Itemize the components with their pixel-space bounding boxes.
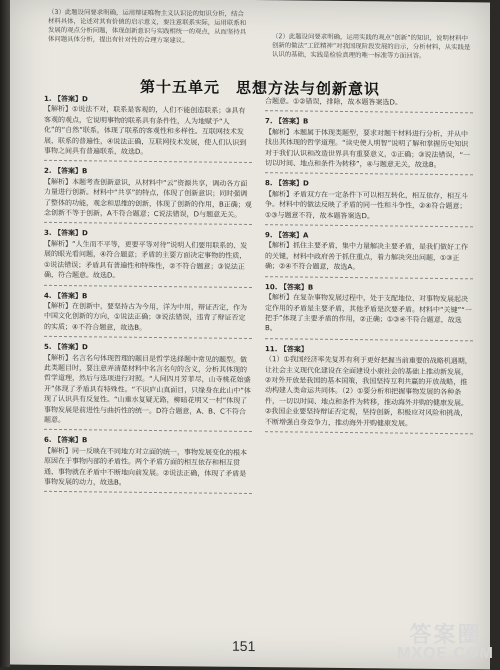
analysis-text: 【解析】①说法不对，联系是客观的，人们不能创造联系；③具有客观的观点，它说明事物的联系具有条件性，人为地赋予“人化”的“自然”联系，体现了联系的客观性和多样性。互联网技术发展，联系的普遍性，④说法正确，互联网技术发展，使人们认识到事物之间具有普遍联系，故选D。 (44, 104, 252, 158)
answer-item (265, 179, 473, 228)
analysis-text: 【解析】名言名句体现哲理的题目是哲学选择题中常见的题型。做此类题目时，要注意弄清楚材料中名言名句的含义，分析其体现的哲学道理，然后与选项进行对照。“人间四月芳菲尽，山寺桃花始盛开”体现了矛盾具有特殊性。“不识庐山真面目，只缘身在此山中”体现了认识具有反复性。“山重水复疑无路，柳暗花明又一村”体现了事物发展是前进性与曲折性的统一。D符合题意，A、B、C不符合题意。 (44, 352, 252, 427)
left-column (44, 94, 252, 500)
dashed-divider (265, 431, 473, 434)
dashed-divider (44, 336, 252, 339)
answer-item (44, 166, 252, 225)
analysis-text: 【解析】本题属于体现类题型，要求对题干材料进行分析，并从中找出其体现的哲学道理。“读史使人明智”说明了解和掌握历史知识对于我们认识和改造世界具有重要意义，①正确；③说法错误，“一切以时间、地点和条件为转移”，④与题意无关，故选B。 (265, 127, 473, 171)
answer-label: 5. 【答案】D (44, 342, 252, 355)
dashed-divider (265, 173, 473, 176)
answer-item (44, 228, 252, 287)
answer-item (44, 435, 252, 494)
answer-label: 6. 【答案】B (44, 435, 252, 448)
analysis-text: 【解析】在创新中，要坚持古为今用，洋为中用，辩证否定，作为中国文化创新的方向，①说法正确；③说法错误，违背了辩证否定的实质；④不符合题意，故选B。 (44, 301, 252, 334)
dashed-divider (265, 276, 473, 279)
book-spine (0, 0, 10, 667)
analysis-text: 合题意。①②错误，排除，故本题答案选D。 (265, 96, 473, 109)
watermark-logo (397, 618, 494, 663)
answer-label: 1. 【答案】D (44, 94, 252, 107)
answer-label: 4. 【答案】B (44, 290, 252, 303)
top-right-paragraph: （2）此题设问要求明确，运用实践的观点“创新”的知识，说明材料中创新的做法“工匠精神”对我国现阶段发展的启示，分析材料，从实践是认识的基础，实践是检验真理的唯一标准等方面回答。 (272, 32, 472, 61)
dashed-divider (44, 284, 252, 287)
answer-item (265, 230, 473, 279)
watermark-url: MXQE.COM (397, 645, 494, 663)
dashed-divider (44, 222, 252, 225)
answer-label: 2. 【答案】B (44, 166, 252, 179)
answer-item (44, 290, 252, 339)
answer-item (44, 94, 252, 164)
analysis-text: 【解析】同一反映在不同地方对立面的统一，事物发展变化的根本原因在于事物内部的矛盾性。两个矛盾方面的相互依存和相互贯通，事物就在矛盾中不断地向前发展。②说法正确，体现了矛盾是事物发展的动力，故选B。 (44, 446, 252, 490)
answer-label: 7. 【答案】B (265, 117, 473, 130)
answer-label: 11. 【答案】 (265, 344, 473, 357)
dashed-divider (265, 111, 473, 114)
dashed-divider (44, 429, 252, 432)
answer-item (265, 344, 473, 434)
dashed-divider (265, 338, 473, 341)
dashed-divider (44, 160, 252, 163)
dashed-divider (44, 491, 252, 494)
analysis-text: 【解析】在复杂事物发展过程中，处于支配地位、对事物发展起决定作用的矛盾是主要矛盾，其他矛盾是次要矛盾。材料中“关键”“一把手”体现了主要矛盾的作用，②正确；①③④不符合题意，故选B。 (265, 292, 473, 336)
page-number: 151 (232, 638, 255, 654)
answer-item (265, 96, 473, 114)
analysis-text: 【解析】“人生而不平等，更要平等对待”说明人们要用联系的、发展的眼光看问题，④符合题意；矛盾的主要方面决定事物的性质，①说法错误；矛盾具有普遍性和特殊性，②不符合题意；③说法正确，符合题意。故选D。 (44, 239, 252, 283)
watermark-text: 答案圈 (397, 618, 494, 649)
answer-label: 9. 【答案】A (265, 230, 473, 243)
analysis-text: 【解析】矛盾双方在一定条件下可以相互转化，相互依存，相互斗争。材料中的做法反映了矛盾的同一性和斗争性，②④符合题意；①③与题意不符，故本题答案选D。 (265, 189, 473, 222)
answer-item (265, 117, 473, 176)
answer-label: 3. 【答案】D (44, 228, 252, 241)
answer-label: 10. 【答案】B (265, 282, 473, 295)
answer-item (265, 282, 473, 341)
answer-item (44, 342, 252, 432)
top-left-paragraph: （3）此题设问要求明确，运用辩证唯物主义认识论的知识分析，结合材料具体，论述对其有价值的启示意义，要注意联系实际，运用联系和发展的观点分析问题，体现创新意识与实践相统一的观点，从而坚持具体问题具体分析，提出有针对性的合理方案建议。 (48, 8, 248, 46)
analysis-text: （1）①我国经济率先复苏有利于更好把握当前重要的战略机遇期，让社会主义现代化建设在全面建设小康社会的基础上推动新发展，②对外开放是我国的基本国策，我国坚持互利共赢的开放战略，推动构建人类命运共同体。（2）①要分析和把握事物发展的各种条件，一切以时间、地点和条件为转移，推动海外并购的健康发展。②我国企业要坚持辩证否定观，坚持创新，积极应对风险和挑战，不断增强自身竞争力，推动海外并购健康发展。 (265, 354, 473, 429)
answer-label: 8. 【答案】D (265, 179, 473, 192)
analysis-text: 【解析】抓住主要矛盾，集中力量解决主要矛盾，是我们做好工作的关键，材料中政府善于抓住重点，着力解决突出问题，①③正确；②④不符合题意，故选A。 (265, 241, 473, 274)
dashed-divider (265, 224, 473, 227)
right-column (265, 96, 473, 439)
analysis-text: 【解析】本题考查创新意识，从材料中“云”资源共享，调动各方面力量进行创新。材料中“共享”的特点，体现了创新意识；同时强调了整体的功能，观念和思维的创新，体现了创新的作用，B正确；观念创新不等于创新，A不符合题意；C说法错误，D与题意无关。 (44, 177, 252, 221)
unit-title: 第十五单元 思想方法与创新意识 (140, 76, 400, 100)
book-page (10, 0, 490, 670)
